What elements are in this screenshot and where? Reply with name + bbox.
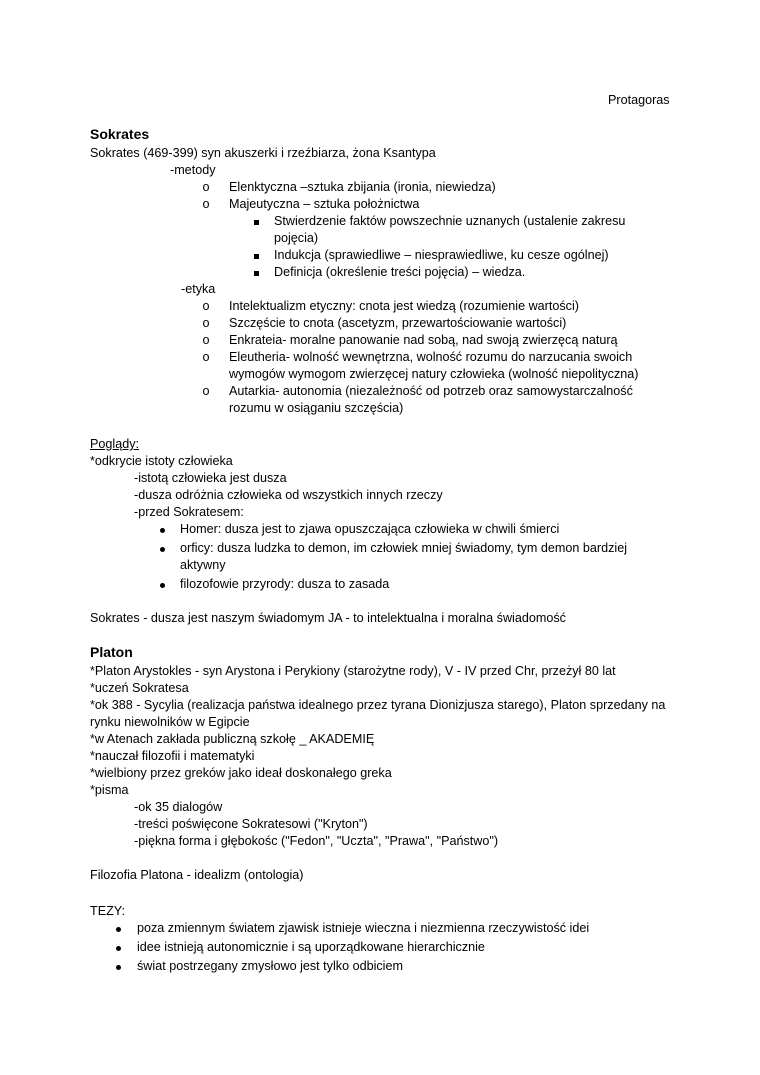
platon-line-3-cont: rynku niewolników w Egipcie bbox=[90, 715, 250, 729]
poglady-heading: Poglądy: bbox=[90, 437, 140, 451]
etyka-item-4: Eleutheria- wolność wewnętrzna, wolność rozumu do narzucania swoich bbox=[229, 350, 633, 364]
poglady-line-3: -dusza odróżnia człowieka od wszystkich innych rzeczy bbox=[134, 488, 443, 502]
pisma-item-1: -ok 35 dialogów bbox=[134, 800, 223, 814]
dot-bullet-icon bbox=[157, 576, 167, 593]
platon-line-7: *pisma bbox=[90, 783, 129, 797]
etyka-item-3: Enkrateia- moralne panowanie nad sobą, nad swoją zwierzęcą naturą bbox=[229, 333, 618, 347]
etyka-item-1: Intelektualizm etyczny: cnota jest wiedzą (rozumienie wartości) bbox=[229, 299, 579, 313]
pisma-item-3: -piękna forma i głębokośc ("Fedon", "Uczta", "Prawa", "Państwo") bbox=[134, 834, 499, 848]
platon-line-6: *wielbiony przez greków jako ideał doskonałego greka bbox=[90, 766, 392, 780]
square-bullet-icon bbox=[251, 247, 261, 264]
sokrates-intro: Sokrates (469-399) syn akuszerki i rzeźbiarza, żona Ksantypa bbox=[90, 146, 436, 160]
poglady-line-2: -istotą człowieka jest dusza bbox=[134, 471, 287, 485]
sokrates-summary: Sokrates - dusza jest naszym świadomym JA - to intelektualna i moralna świadomość bbox=[90, 611, 566, 625]
etyka-item-4-cont: wymogów wymogom zwierzęcej natury człowieka (wolność niepolityczna) bbox=[229, 367, 639, 381]
teza-2: idee istnieją autonomicznie i są uporządkowane hierarchicznie bbox=[137, 940, 485, 954]
etyka-label: -etyka bbox=[181, 282, 216, 296]
circle-bullet-icon: o bbox=[202, 333, 210, 347]
dot-bullet-icon bbox=[157, 521, 167, 538]
metoda-elenktyczna: Elenktyczna –sztuka zbijania (ironia, niewiedza) bbox=[229, 180, 496, 194]
dot-bullet-icon bbox=[113, 939, 123, 956]
circle-bullet-icon: o bbox=[202, 316, 210, 330]
square-bullet-icon bbox=[251, 213, 261, 230]
teza-1: poza zmiennym światem zjawisk istnieje wieczna i niezmienna rzeczywistość idei bbox=[137, 921, 590, 935]
poglady-line-4: -przed Sokratesem: bbox=[134, 505, 244, 519]
etyka-item-5-cont: rozumu w osiąganiu szczęścia) bbox=[229, 401, 404, 415]
teza-3: świat postrzegany zmysłowo jest tylko odbiciem bbox=[137, 959, 403, 973]
przed-sokratesem-item-2: orficy: dusza ludzka to demon, im człowiek mniej świadomy, tym demon bardziej bbox=[180, 541, 628, 555]
platon-line-3: *ok 388 - Sycylia (realizacja państwa idealnego przez tyrana Dionizjusza starego), Platon sprzedany na bbox=[90, 698, 666, 712]
dot-bullet-icon bbox=[113, 920, 123, 937]
platon-line-5: *nauczał filozofii i matematyki bbox=[90, 749, 255, 763]
filozofia-platona: Filozofia Platona - idealizm (ontologia) bbox=[90, 868, 304, 882]
etyka-item-2: Szczęście to cnota (ascetyzm, przewartościowanie wartości) bbox=[229, 316, 567, 330]
platon-line-1: *Platon Arystokles - syn Arystona i Perykiony (starożytne rody), V - IV przed Chr, przeżył 80 lat bbox=[90, 664, 616, 678]
circle-bullet-icon: o bbox=[202, 197, 210, 211]
przed-sokratesem-item-1: Homer: dusza jest to zjawa opuszczająca człowieka w chwili śmierci bbox=[180, 522, 560, 536]
majeutyka-step-2: Indukcja (sprawiedliwe – niesprawiedliwe, ku cesze ogólnej) bbox=[274, 248, 609, 262]
header-title: Protagoras bbox=[608, 93, 670, 107]
poglady-line-1: *odkrycie istoty człowieka bbox=[90, 454, 233, 468]
tezy-label: TEZY: bbox=[90, 904, 125, 918]
przed-sokratesem-item-2-cont: aktywny bbox=[180, 558, 226, 572]
dot-bullet-icon bbox=[157, 540, 167, 557]
sokrates-heading: Sokrates bbox=[90, 126, 150, 142]
majeutyka-step-1-cont: pojęcia) bbox=[274, 231, 319, 245]
metoda-majeutyczna: Majeutyczna – sztuka położnictwa bbox=[229, 197, 420, 211]
metody-label: -metody bbox=[170, 163, 216, 177]
circle-bullet-icon: o bbox=[202, 384, 210, 398]
circle-bullet-icon: o bbox=[202, 180, 210, 194]
platon-heading: Platon bbox=[90, 644, 133, 660]
square-bullet-icon bbox=[251, 264, 261, 281]
przed-sokratesem-item-3: filozofowie przyrody: dusza to zasada bbox=[180, 577, 390, 591]
dot-bullet-icon bbox=[113, 958, 123, 975]
majeutyka-step-3: Definicja (określenie treści pojęcia) – wiedza. bbox=[274, 265, 526, 279]
pisma-item-2: -treści poświęcone Sokratesowi ("Kryton") bbox=[134, 817, 368, 831]
platon-line-2: *uczeń Sokratesa bbox=[90, 681, 189, 695]
platon-line-4: *w Atenach zakłada publiczną szkołę _ AKADEMIĘ bbox=[90, 732, 375, 746]
circle-bullet-icon: o bbox=[202, 299, 210, 313]
etyka-item-5: Autarkia- autonomia (niezależność od potrzeb oraz samowystarczalność bbox=[229, 384, 633, 398]
majeutyka-step-1: Stwierdzenie faktów powszechnie uznanych (ustalenie zakresu bbox=[274, 214, 626, 228]
circle-bullet-icon: o bbox=[202, 350, 210, 364]
